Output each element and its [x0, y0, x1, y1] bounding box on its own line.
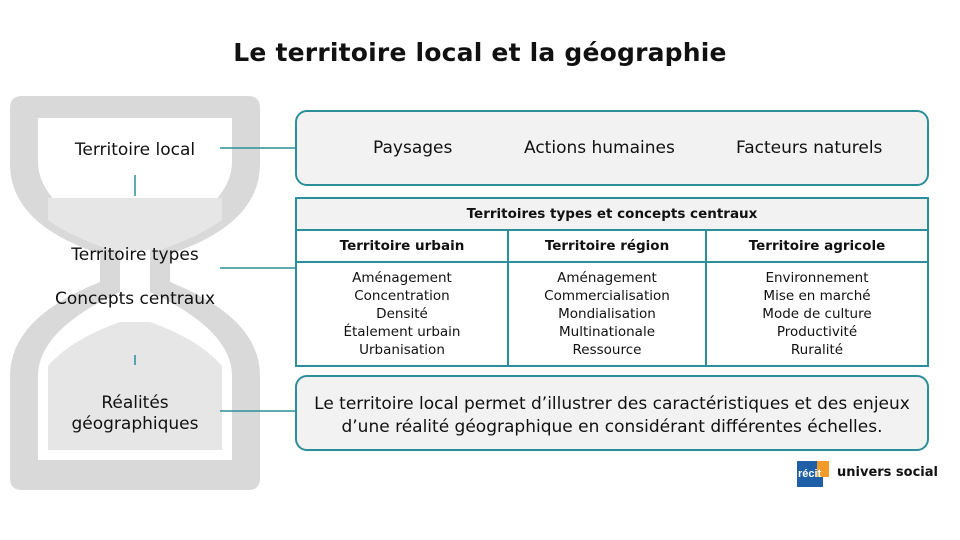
page-title: Le territoire local et la géographie — [233, 38, 727, 67]
bottom-box — [295, 375, 929, 451]
concept-item: Ruralité — [790, 342, 844, 358]
top-item-paysages: Paysages — [373, 138, 453, 158]
table-header: Territoires types et concepts centraux — [296, 198, 928, 230]
concept-item: Mise en marché — [763, 288, 871, 304]
concepts-cell-region — [508, 262, 706, 366]
concept-item: Densité — [376, 306, 428, 322]
top-item-actions-humaines: Actions humaines — [524, 138, 675, 158]
recit-logo-mark — [797, 459, 831, 489]
hourglass-label-realites: Réalités — [101, 393, 169, 413]
column-header-region: Territoire région — [508, 230, 706, 262]
concept-item: Multinationale — [558, 324, 656, 340]
hourglass-label-territoire-types: Territoire types — [71, 245, 199, 265]
hourglass-label-geographiques: géographiques — [71, 414, 199, 434]
concept-item: Mode de culture — [762, 306, 872, 322]
concept-item: Environnement — [765, 270, 869, 286]
bottom-text-line-1: Le territoire local permet d’illustrer des caractéristiques et des enjeux — [314, 394, 910, 414]
concept-item: Étalement urbain — [343, 324, 461, 340]
concept-item: Commercialisation — [544, 288, 670, 304]
concepts-cell-agricole — [706, 262, 928, 366]
top-item-facteurs-naturels: Facteurs naturels — [736, 138, 883, 158]
concept-item: Ressource — [572, 342, 642, 358]
concepts-cell-urbain — [296, 262, 508, 366]
logo-mark-text: récit — [798, 468, 822, 480]
bottom-text-line-2: d’une réalité géographique en considérant différentes échelles. — [341, 417, 883, 437]
concept-item: Urbanisation — [359, 342, 445, 358]
hourglass-label-concepts-centraux: Concepts centraux — [54, 289, 216, 309]
concept-item: Aménagement — [352, 270, 452, 286]
concept-item: Productivité — [776, 324, 858, 340]
top-box — [295, 110, 929, 186]
concepts-table — [295, 197, 929, 367]
hourglass-label-territoire-local: Territoire local — [74, 140, 196, 160]
concept-item: Mondialisation — [558, 306, 656, 322]
bottom-box-text — [297, 393, 927, 439]
concept-item: Aménagement — [557, 270, 657, 286]
column-header-agricole: Territoire agricole — [706, 230, 928, 262]
concept-item: Concentration — [354, 288, 450, 304]
column-header-urbain: Territoire urbain — [296, 230, 508, 262]
logo-text: univers social — [837, 465, 938, 480]
